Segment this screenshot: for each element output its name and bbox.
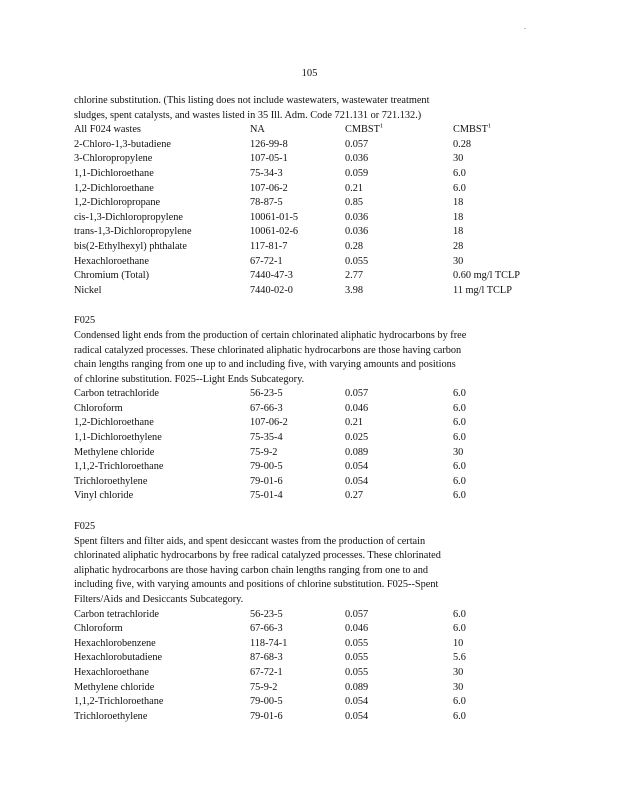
nonwastewater-standard: 6.0 <box>453 623 466 635</box>
nonwastewater-standard: 18 <box>453 211 464 223</box>
section-code: F025 <box>74 315 96 327</box>
wastewater-standard: 0.057 <box>345 608 369 620</box>
wastewater-standard: 0.046 <box>345 402 369 414</box>
wastewater-standard: 0.054 <box>345 710 369 722</box>
table-row <box>74 138 544 153</box>
cas-number: 7440-02-0 <box>250 284 293 296</box>
table-row <box>74 182 544 197</box>
wastewater-standard: 0.054 <box>345 696 369 708</box>
table-row <box>74 416 544 431</box>
table-row <box>74 225 544 240</box>
table-row <box>74 196 544 211</box>
cas-number: 75-9-2 <box>250 446 278 458</box>
cas-number: 75-34-3 <box>250 167 283 179</box>
table-row <box>74 608 544 623</box>
cas-number: 79-01-6 <box>250 710 283 722</box>
nonwastewater-standard: 0.60 mg/l TCLP <box>453 270 521 282</box>
wastewater-standard: 0.27 <box>345 490 364 502</box>
nonwastewater-standard: 6.0 <box>453 490 466 502</box>
cas-number: 79-00-5 <box>250 696 283 708</box>
section-code: F025 <box>74 521 96 533</box>
constituent-name: 2-Chloro-1,3-butadiene <box>74 138 171 150</box>
table-row <box>74 431 544 446</box>
table-row <box>74 666 544 681</box>
wastewater-standard: 0.054 <box>345 461 369 473</box>
description-line: aliphatic hydrocarbons are those having carbon chain lengths ranging from one to and <box>74 564 428 576</box>
cas-number: 78-87-5 <box>250 197 283 209</box>
footnote-mark: 1 <box>379 123 384 130</box>
table-row <box>74 402 544 417</box>
header-col4-text: CMBST <box>453 124 488 136</box>
cas-number: 75-9-2 <box>250 681 278 693</box>
nonwastewater-standard: 6.0 <box>453 696 466 708</box>
header-name: All F024 wastes <box>74 124 141 136</box>
nonwastewater-standard: 6.0 <box>453 432 466 444</box>
wastewater-standard: 0.046 <box>345 623 369 635</box>
cas-number: 107-05-1 <box>250 153 288 165</box>
nonwastewater-standard: 5.6 <box>453 652 466 664</box>
constituent-name: Vinyl chloride <box>74 490 134 502</box>
header-cas: NA <box>250 124 265 136</box>
cas-number: 67-66-3 <box>250 402 283 414</box>
page-number: 105 <box>301 68 318 79</box>
wastewater-standard: 0.055 <box>345 637 369 649</box>
nonwastewater-standard: 18 <box>453 197 464 209</box>
f025-spent-rows <box>74 608 544 725</box>
wastewater-standard: 0.21 <box>345 182 364 194</box>
nonwastewater-standard: 10 <box>453 637 464 649</box>
f025-spent-description <box>74 535 544 608</box>
constituent-name: 3-Chloropropylene <box>74 153 153 165</box>
nonwastewater-standard: 6.0 <box>453 402 466 414</box>
constituent-name: 1,2-Dichloroethane <box>74 182 154 194</box>
header-col4 <box>453 123 544 138</box>
corner-mark: - <box>524 26 526 32</box>
table-row <box>74 240 544 255</box>
table-row <box>74 651 544 666</box>
constituent-name: trans-1,3-Dichloropropylene <box>74 226 192 238</box>
table-row <box>74 211 544 226</box>
nonwastewater-standard: 6.0 <box>453 710 466 722</box>
wastewater-standard: 0.21 <box>345 417 364 429</box>
table-row <box>74 637 544 652</box>
table-row <box>74 460 544 475</box>
constituent-name: Chloroform <box>74 623 123 635</box>
wastewater-standard: 0.089 <box>345 446 369 458</box>
cas-number: 107-06-2 <box>250 417 288 429</box>
wastewater-standard: 0.036 <box>345 211 369 223</box>
table-row <box>74 255 544 270</box>
cas-number: 67-72-1 <box>250 255 283 267</box>
cas-number: 56-23-5 <box>250 608 283 620</box>
constituent-name: Carbon tetrachloride <box>74 608 159 620</box>
constituent-name: 1,1-Dichloroethylene <box>74 432 162 444</box>
description-line: radical catalyzed processes. These chlorinated aliphatic hydrocarbons are those having carbon <box>74 344 462 356</box>
wastewater-standard: 0.28 <box>345 240 364 252</box>
cas-number: 79-01-6 <box>250 475 283 487</box>
nonwastewater-standard: 6.0 <box>453 461 466 473</box>
table-header-row <box>74 123 544 138</box>
f024-intro-line: chlorine substitution. (This listing does not include wastewaters, wastewater treatment <box>74 95 430 106</box>
table-row <box>74 489 544 504</box>
cas-number: 75-35-4 <box>250 432 283 444</box>
wastewater-standard: 3.98 <box>345 284 364 296</box>
nonwastewater-standard: 30 <box>453 681 464 693</box>
nonwastewater-standard: 30 <box>453 255 464 267</box>
footnote-mark: 1 <box>487 123 492 130</box>
f025-light-rows <box>74 387 544 504</box>
constituent-name: 1,1,2-Trichloroethane <box>74 461 164 473</box>
constituent-name: Chloroform <box>74 402 123 414</box>
cas-number: 10061-01-5 <box>250 211 299 223</box>
nonwastewater-standard: 6.0 <box>453 417 466 429</box>
constituent-name: Hexachloroethane <box>74 255 149 267</box>
constituent-name: 1,1,2-Trichloroethane <box>74 696 164 708</box>
constituent-name: Trichloroethylene <box>74 475 148 487</box>
constituent-name: cis-1,3-Dichloropropylene <box>74 211 183 223</box>
wastewater-standard: 0.089 <box>345 681 369 693</box>
wastewater-standard: 0.055 <box>345 652 369 664</box>
f024-intro <box>74 94 544 123</box>
constituent-name: 1,2-Dichloropropane <box>74 197 161 209</box>
table-row <box>74 710 544 725</box>
constituent-name: Hexachlorobenzene <box>74 637 156 649</box>
table-row <box>74 475 544 490</box>
table-row <box>74 695 544 710</box>
description-line: Filters/Aids and Desiccants Subcategory. <box>74 594 244 605</box>
header-col3 <box>345 123 453 138</box>
table-row <box>74 681 544 696</box>
description-line: chain lengths ranging from one up to and including five, with varying amounts and positions <box>74 359 456 371</box>
description-line: Condensed light ends from the production of certain chlorinated aliphatic hydrocarbons by free <box>74 329 467 341</box>
f024-table <box>74 123 544 298</box>
wastewater-standard: 0.059 <box>345 167 369 179</box>
table-row <box>74 387 544 402</box>
description-line: chlorinated aliphatic hydrocarbons by free radical catalyzed processes. These chlorinated <box>74 550 441 562</box>
table-row <box>74 269 544 284</box>
nonwastewater-standard: 0.28 <box>453 138 472 150</box>
constituent-name: Methylene chloride <box>74 681 155 693</box>
nonwastewater-standard: 6.0 <box>453 167 466 179</box>
constituent-name: Trichloroethylene <box>74 710 148 722</box>
wastewater-standard: 0.054 <box>345 475 369 487</box>
description-line: of chlorine substitution. F025--Light Ends Subcategory. <box>74 373 305 385</box>
table-row <box>74 446 544 461</box>
wastewater-standard: 0.057 <box>345 388 369 400</box>
cas-number: 107-06-2 <box>250 182 288 194</box>
nonwastewater-standard: 6.0 <box>453 475 466 487</box>
wastewater-standard: 2.77 <box>345 270 364 282</box>
cas-number: 75-01-4 <box>250 490 283 502</box>
constituent-name: Hexachlorobutadiene <box>74 652 163 664</box>
cas-number: 79-00-5 <box>250 461 283 473</box>
f024-intro-line: sludges, spent catalysts, and wastes listed in 35 Ill. Adm. Code 721.131 or 721.132.) <box>74 109 422 121</box>
cas-number: 126-99-8 <box>250 138 288 150</box>
nonwastewater-standard: 6.0 <box>453 608 466 620</box>
constituent-name: Carbon tetrachloride <box>74 388 159 400</box>
cas-number: 117-81-7 <box>250 240 288 252</box>
document-body <box>74 94 544 724</box>
constituent-name: Nickel <box>74 284 102 296</box>
table-row <box>74 152 544 167</box>
wastewater-standard: 0.85 <box>345 197 364 209</box>
nonwastewater-standard: 6.0 <box>453 182 466 194</box>
nonwastewater-standard: 30 <box>453 153 464 165</box>
constituent-name: Methylene chloride <box>74 446 155 458</box>
nonwastewater-standard: 6.0 <box>453 388 466 400</box>
table-row <box>74 167 544 182</box>
f025-spent-table <box>74 608 544 725</box>
f025-light-table <box>74 387 544 504</box>
nonwastewater-standard: 11 mg/l TCLP <box>453 284 512 296</box>
table-row <box>74 284 544 299</box>
constituent-name: 1,2-Dichloroethane <box>74 417 154 429</box>
wastewater-standard: 0.025 <box>345 432 369 444</box>
wastewater-standard: 0.055 <box>345 666 369 678</box>
constituent-name: 1,1-Dichloroethane <box>74 167 154 179</box>
description-line: Spent filters and filter aids, and spent desiccant wastes from the production of certain <box>74 535 426 547</box>
f024-rows <box>74 138 544 299</box>
cas-number: 56-23-5 <box>250 388 283 400</box>
wastewater-standard: 0.055 <box>345 255 369 267</box>
cas-number: 67-66-3 <box>250 623 283 635</box>
nonwastewater-standard: 30 <box>453 666 464 678</box>
header-col3-text: CMBST <box>345 124 380 136</box>
nonwastewater-standard: 28 <box>453 240 464 252</box>
cas-number: 10061-02-6 <box>250 226 299 238</box>
description-line: including five, with varying amounts and positions of chlorine substitution. F025--Spent <box>74 579 439 591</box>
cas-number: 87-68-3 <box>250 652 283 664</box>
constituent-name: Chromium (Total) <box>74 270 150 282</box>
constituent-name: Hexachloroethane <box>74 666 149 678</box>
table-row <box>74 622 544 637</box>
wastewater-standard: 0.057 <box>345 138 369 150</box>
nonwastewater-standard: 30 <box>453 446 464 458</box>
wastewater-standard: 0.036 <box>345 153 369 165</box>
wastewater-standard: 0.036 <box>345 226 369 238</box>
nonwastewater-standard: 18 <box>453 226 464 238</box>
cas-number: 7440-47-3 <box>250 270 293 282</box>
cas-number: 67-72-1 <box>250 666 283 678</box>
constituent-name: bis(2-Ethylhexyl) phthalate <box>74 240 187 252</box>
f025-light-description <box>74 329 544 387</box>
cas-number: 118-74-1 <box>250 637 288 649</box>
